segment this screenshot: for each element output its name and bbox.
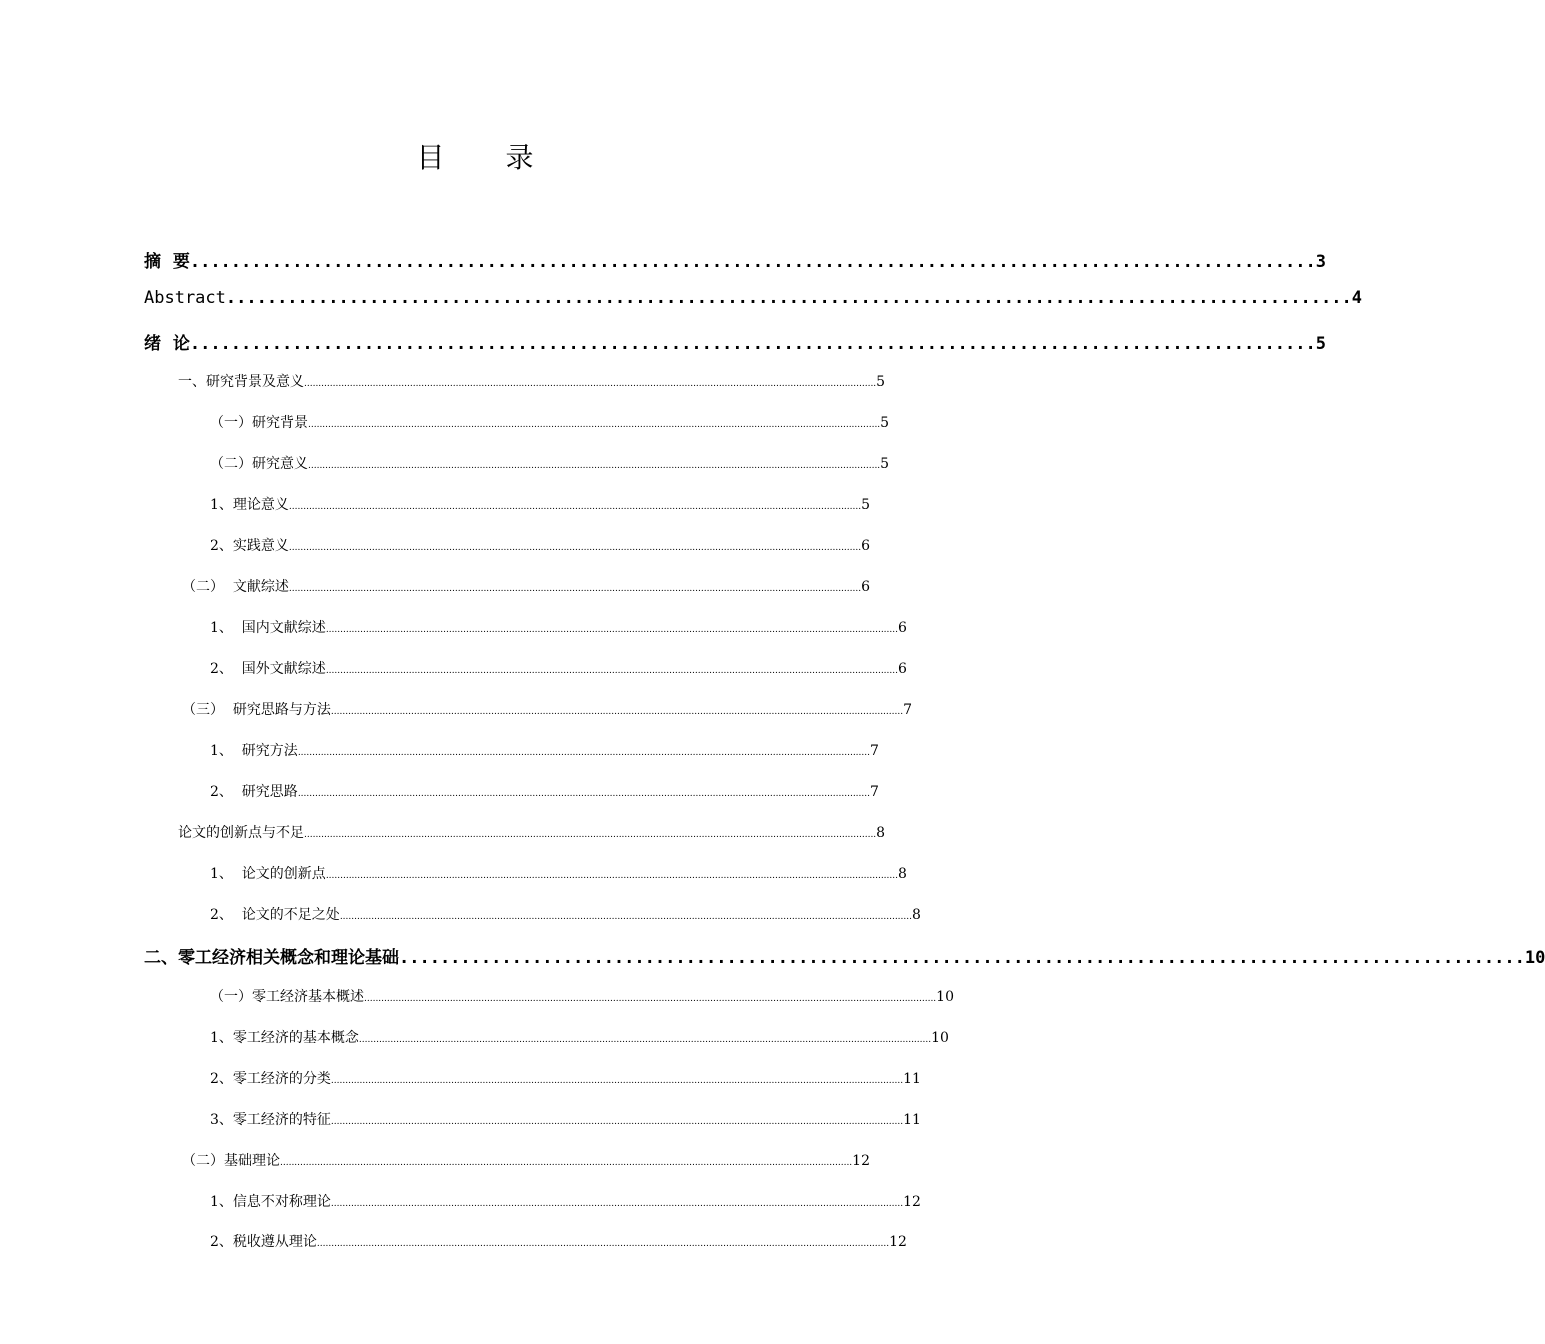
toc-entry-label: （三） 研究思路与方法 bbox=[182, 702, 331, 718]
dot-leader: ........................................................................................................................................................................................................ bbox=[330, 1117, 904, 1127]
toc-entry-page: 7 bbox=[869, 743, 879, 759]
dot-leader: .............................................................................................................. bbox=[225, 288, 1352, 308]
dot-leader: .............................................................................................................. bbox=[189, 252, 1316, 272]
dot-leader: ........................................................................................................................................................................................................ bbox=[297, 748, 870, 758]
toc-entry-label: （一）研究背景 bbox=[210, 415, 308, 431]
toc-entry-page: 10 bbox=[936, 989, 954, 1005]
toc-entry[interactable] bbox=[182, 699, 912, 719]
toc-entry-label: （二）研究意义 bbox=[210, 456, 308, 472]
toc-entry-page: 6 bbox=[861, 579, 870, 595]
toc-entry-page: 8 bbox=[911, 907, 921, 923]
toc-entry[interactable] bbox=[210, 1191, 921, 1211]
toc-entry-label: 2、 国外文献综述 bbox=[210, 661, 326, 677]
toc-entry-introduction[interactable] bbox=[144, 329, 1326, 354]
toc-entry-page: 5 bbox=[861, 497, 871, 513]
toc-entry[interactable] bbox=[210, 658, 907, 678]
toc-entry-abstract-cn[interactable] bbox=[144, 247, 1326, 272]
toc-entry-label: 1、理论意义 bbox=[210, 497, 289, 513]
toc-entry-page: 6 bbox=[897, 661, 907, 677]
toc-entry-page: 6 bbox=[861, 538, 871, 554]
toc-entry-page: 5 bbox=[880, 456, 890, 472]
toc-entry-label: （一）零工经济基本概述 bbox=[210, 989, 364, 1005]
toc-entry-page: 11 bbox=[903, 1112, 921, 1128]
toc-entry-label: （二） 文献综述 bbox=[182, 579, 289, 595]
toc-entry[interactable] bbox=[210, 1109, 921, 1129]
toc-entry-page: 10 bbox=[1524, 948, 1545, 968]
toc-entry[interactable] bbox=[210, 986, 954, 1006]
toc-entry[interactable] bbox=[178, 371, 886, 391]
toc-entry-page: 10 bbox=[931, 1030, 949, 1046]
toc-entry-page: 12 bbox=[903, 1194, 921, 1210]
toc-entry[interactable] bbox=[210, 904, 921, 924]
toc-entry-page: 12 bbox=[889, 1234, 907, 1250]
toc-entry-page: 8 bbox=[897, 866, 907, 882]
toc-entry-page: 7 bbox=[869, 784, 879, 800]
dot-leader: ........................................................................................................................................................................................................ bbox=[358, 1035, 932, 1045]
toc-entry-label: 3、零工经济的特征 bbox=[210, 1112, 331, 1128]
toc-entry-page: 8 bbox=[876, 825, 886, 841]
dot-leader: ........................................................................................................................................................................................................ bbox=[325, 625, 898, 635]
toc-entry[interactable] bbox=[210, 1027, 949, 1047]
toc-entry-page: 5 bbox=[880, 415, 890, 431]
dot-leader: .............................................................................................................. bbox=[399, 948, 1525, 968]
toc-entry[interactable] bbox=[182, 1150, 870, 1170]
dot-leader: ........................................................................................................................................................................................................ bbox=[330, 1076, 904, 1086]
dot-leader: ........................................................................................................................................................................................................ bbox=[330, 707, 904, 717]
toc-entry[interactable] bbox=[210, 617, 907, 637]
dot-leader: ........................................................................................................................................................................................................ bbox=[288, 584, 862, 594]
dot-leader: ........................................................................................................................................................................................................ bbox=[288, 543, 862, 553]
toc-entry-label: 1、 国内文献综述 bbox=[210, 620, 326, 636]
toc-entry-label: 绪 论 bbox=[144, 334, 190, 354]
toc-entry-label: 2、实践意义 bbox=[210, 538, 289, 554]
toc-entry-label: 论文的创新点与不足 bbox=[178, 825, 304, 841]
toc-entry-label: 2、零工经济的分类 bbox=[210, 1071, 331, 1087]
dot-leader: .............................................................................................................. bbox=[189, 334, 1316, 354]
toc-entry-page: 7 bbox=[903, 702, 912, 718]
dot-leader: ........................................................................................................................................................................................................ bbox=[308, 461, 881, 471]
toc-entry-label: 二、零工经济相关概念和理论基础 bbox=[144, 948, 399, 968]
toc-entry[interactable] bbox=[210, 740, 879, 760]
toc-entry-page: 11 bbox=[903, 1071, 921, 1087]
toc-entry-label: 2、 研究思路 bbox=[210, 784, 298, 800]
toc-entry-label: 一、研究背景及意义 bbox=[178, 374, 304, 390]
dot-leader: ........................................................................................................................................................................................................ bbox=[288, 502, 862, 512]
toc-entry-label: （二）基础理论 bbox=[182, 1153, 280, 1169]
toc-entry-chapter-two[interactable] bbox=[144, 943, 1545, 968]
toc-entry-label: 2、 论文的不足之处 bbox=[210, 907, 340, 923]
toc-entry-label: 2、税收遵从理论 bbox=[210, 1234, 317, 1250]
toc-entry[interactable] bbox=[210, 863, 907, 883]
dot-leader: ........................................................................................................................................................................................................ bbox=[304, 379, 877, 389]
page-title: 目 录 bbox=[416, 141, 560, 174]
dot-leader: ........................................................................................................................................................................................................ bbox=[297, 789, 870, 799]
dot-leader: ........................................................................................................................................................................................................ bbox=[364, 994, 937, 1004]
toc-entry[interactable] bbox=[210, 535, 871, 555]
toc-entry[interactable] bbox=[210, 453, 890, 473]
dot-leader: ........................................................................................................................................................................................................ bbox=[280, 1158, 853, 1168]
toc-entry-label: Abstract bbox=[144, 288, 226, 308]
toc-entry[interactable] bbox=[210, 412, 890, 432]
toc-entry-label: 1、零工经济的基本概念 bbox=[210, 1030, 359, 1046]
toc-entry[interactable] bbox=[182, 576, 870, 596]
toc-entry-page: 5 bbox=[1315, 334, 1326, 354]
toc-entry-label: 1、 论文的创新点 bbox=[210, 866, 326, 882]
toc-entry[interactable] bbox=[210, 781, 879, 801]
toc-entry-page: 6 bbox=[897, 620, 907, 636]
toc-entry-page: 3 bbox=[1315, 252, 1326, 272]
toc-entry-label: 摘 要 bbox=[144, 252, 190, 272]
dot-leader: ........................................................................................................................................................................................................ bbox=[325, 871, 898, 881]
dot-leader: ........................................................................................................................................................................................................ bbox=[316, 1239, 890, 1249]
dot-leader: ........................................................................................................................................................................................................ bbox=[325, 666, 898, 676]
dot-leader: ........................................................................................................................................................................................................ bbox=[304, 830, 877, 840]
toc-entry-page: 12 bbox=[852, 1153, 870, 1169]
toc-entry[interactable] bbox=[210, 494, 871, 514]
toc-entry-label: 1、 研究方法 bbox=[210, 743, 298, 759]
toc-entry-abstract-en[interactable] bbox=[144, 288, 1362, 308]
toc-entry[interactable] bbox=[210, 1231, 907, 1251]
toc-entry-page: 5 bbox=[876, 374, 886, 390]
dot-leader: ........................................................................................................................................................................................................ bbox=[308, 420, 881, 430]
toc-entry-page: 4 bbox=[1351, 288, 1362, 308]
toc-entry[interactable] bbox=[210, 1068, 921, 1088]
toc-entry-label: 1、信息不对称理论 bbox=[210, 1194, 331, 1210]
dot-leader: ........................................................................................................................................................................................................ bbox=[339, 912, 912, 922]
toc-entry[interactable] bbox=[178, 822, 886, 842]
dot-leader: ........................................................................................................................................................................................................ bbox=[330, 1199, 904, 1209]
